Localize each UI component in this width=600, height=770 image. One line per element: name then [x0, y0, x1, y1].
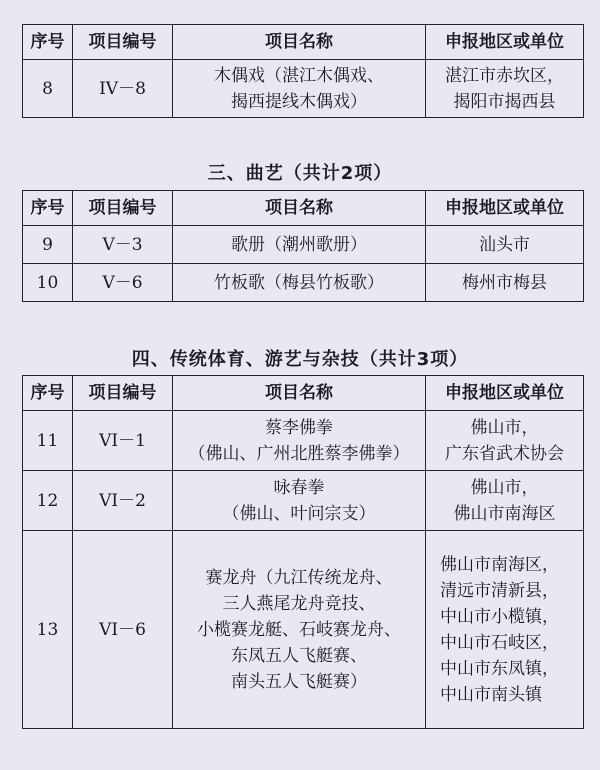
cell-num: 8 [23, 60, 73, 118]
table-row [23, 531, 584, 729]
header-num: 序号 [23, 191, 73, 226]
header-name: 项目名称 [173, 25, 426, 60]
cell-code: VI－2 [73, 471, 173, 531]
name-line: 蔡李佛拳 [265, 417, 333, 438]
header-region: 申报地区或单位 [426, 376, 584, 411]
region-line: 佛山市， [470, 477, 539, 498]
header-code: 项目编号 [73, 191, 173, 226]
cell-code: V－3 [73, 226, 173, 264]
cell-num: 11 [23, 411, 73, 471]
region-line: 中山市东凤镇， [440, 658, 559, 679]
cell-region [426, 531, 584, 729]
table-row [23, 411, 584, 471]
table-header-row [23, 25, 584, 60]
header-name: 项目名称 [173, 376, 426, 411]
name-line: 赛龙舟（九江传统龙舟、 [205, 567, 393, 588]
region-line: 汕头市 [479, 234, 530, 255]
cell-region [426, 226, 584, 264]
cell-num: 10 [23, 264, 73, 302]
cell-code: IV－8 [73, 60, 173, 118]
table-row [23, 60, 584, 118]
cell-name [173, 411, 426, 471]
cell-region [426, 411, 584, 471]
header-name: 项目名称 [173, 191, 426, 226]
region-line: 广东省武术协会 [445, 443, 564, 464]
cell-region [426, 471, 584, 531]
region-line: 湛江市赤坎区， [445, 65, 564, 86]
table-quyi [22, 190, 584, 302]
section-title-quyi: 三、曲艺（共计2项） [207, 163, 393, 184]
name-line: 竹板歌（梅县竹板歌） [214, 272, 384, 293]
header-region: 申报地区或单位 [426, 25, 584, 60]
name-line: 揭西提线木偶戏） [231, 91, 367, 112]
name-line: 歌册（潮州歌册） [231, 234, 367, 255]
header-num: 序号 [23, 25, 73, 60]
cell-region [426, 60, 584, 118]
cell-name [173, 60, 426, 118]
name-line: 小榄赛龙艇、石岐赛龙舟、 [197, 619, 401, 640]
name-line: 三人燕尾龙舟竞技、 [222, 593, 376, 614]
cell-code: VI－1 [73, 411, 173, 471]
table-header-row [23, 376, 584, 411]
header-code: 项目编号 [73, 25, 173, 60]
table-row [23, 226, 584, 264]
cell-region [426, 264, 584, 302]
name-line: （佛山、叶问宗支） [222, 503, 376, 524]
cell-name [173, 226, 426, 264]
region-line: 中山市小榄镇， [440, 606, 559, 627]
name-line: 木偶戏（湛江木偶戏、 [214, 65, 384, 86]
name-line: 咏春拳 [273, 477, 325, 498]
region-line: 清远市清新县， [440, 580, 559, 601]
header-num: 序号 [23, 376, 73, 411]
cell-num: 9 [23, 226, 73, 264]
header-region: 申报地区或单位 [426, 191, 584, 226]
table-header-row [23, 191, 584, 226]
cell-name [173, 264, 426, 302]
cell-name [173, 471, 426, 531]
region-line: 梅州市梅县 [462, 272, 547, 293]
region-line: 揭阳市揭西县 [453, 91, 556, 112]
table-drama [22, 24, 584, 118]
region-line: 佛山市， [470, 417, 539, 438]
table-sports [22, 375, 584, 729]
header-code: 项目编号 [73, 376, 173, 411]
table-row [23, 264, 584, 302]
cell-num: 13 [23, 531, 73, 729]
region-line: 中山市南头镇 [440, 684, 542, 705]
cell-num: 12 [23, 471, 73, 531]
region-line: 中山市石岐区， [440, 632, 559, 653]
section-title-sports: 四、传统体育、游艺与杂技（共计3项） [131, 349, 469, 370]
name-line: 东凤五人飞艇赛、 [231, 645, 367, 666]
region-line: 佛山市南海区， [440, 554, 559, 575]
cell-code: V－6 [73, 264, 173, 302]
name-line: 南头五人飞艇赛） [231, 671, 367, 692]
name-line: （佛山、广州北胜蔡李佛拳） [188, 443, 410, 464]
cell-code: VI－6 [73, 531, 173, 729]
table-row [23, 471, 584, 531]
region-line: 佛山市南海区 [453, 503, 556, 524]
cell-name [173, 531, 426, 729]
